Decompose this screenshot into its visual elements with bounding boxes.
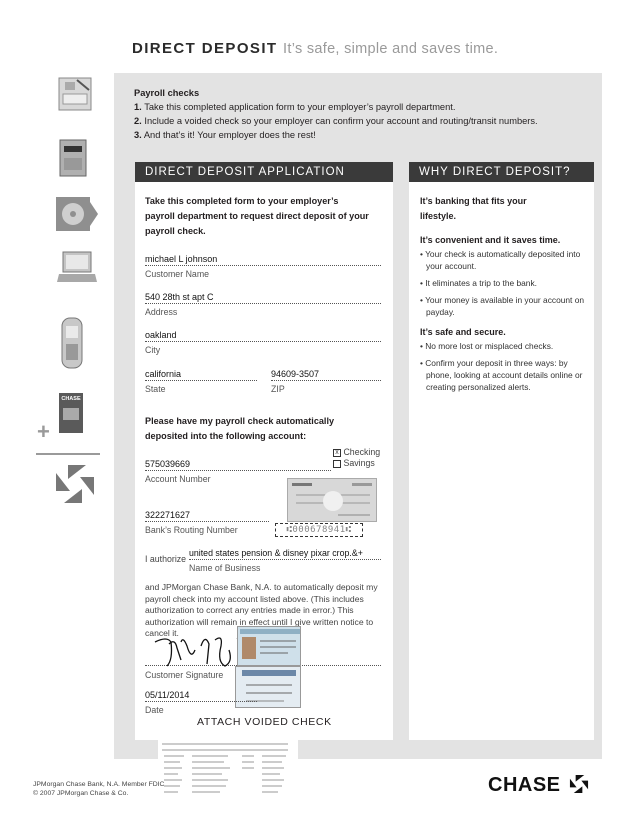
zip-field[interactable]: 94609-3507 [271,365,381,381]
intro-step: 1. Take this completed application form to your employer’s payroll department. [134,102,456,112]
why-title-bar: WHY DIRECT DEPOSIT? [409,162,594,182]
drivers-license-image [237,626,301,666]
debit-card-icon [58,138,88,178]
authorization-text: and JPMorgan Chase Bank, N.A. to automatically deposit my payroll check into my account listed above. (This includes authorization to correct any entries made in error.) This authorization will remain in effect until I give written notice to cancel it. [145,582,378,638]
address-field[interactable]: 540 28th st apt C [145,288,381,304]
plus-sign: + [37,419,50,444]
chase-octagon-icon [569,774,589,794]
header-title: DIRECT DEPOSIT [132,40,278,57]
why-section2-title: It’s safe and secure. [420,327,506,337]
date-field[interactable]: 05/11/2014 [145,686,257,702]
customer-name-label: Customer Name [145,269,210,279]
divider [36,453,100,455]
why-direct-deposit-box [409,162,594,740]
business-name-label: Name of Business [189,563,261,573]
city-field[interactable]: oakland [145,326,381,342]
application-form [135,162,393,740]
why-body [420,194,588,398]
atm-icon [58,392,84,434]
routing-number-label: Bank’s Routing Number [145,525,238,535]
deposit-lead: Please have my payroll check automatically deposited into the following account: [145,416,335,441]
intro-section [134,86,594,142]
form-title-bar: DIRECT DEPOSIT APPLICATION [135,162,393,182]
state-field[interactable]: california [145,365,257,381]
intro-title: Payroll checks [134,88,200,98]
savings-option[interactable] [333,458,380,469]
checking-label: Checking [343,447,381,457]
account-number-label: Account Number [145,474,211,484]
routing-number-field[interactable]: 322271627 [145,506,269,522]
customer-name-field[interactable]: michael L johnson [145,250,381,266]
intro-step: 3. And that’s it! Your employer does the rest! [134,130,316,140]
why-list-item: • Your check is automatically deposited into your account. [420,249,581,271]
why-list-item: • No more lost or misplaced checks. [420,341,554,351]
why-list-item: • It eliminates a trip to the bank. [420,278,537,288]
legal-line: JPMorgan Chase Bank, N.A. Member FDIC [33,781,165,788]
chase-wordmark: CHASE [488,774,561,796]
why-section1-title: It’s convenient and it saves time. [420,235,561,245]
signature-label: Customer Signature [145,670,224,680]
mobile-phone-icon [60,316,84,370]
address-label: Address [145,307,178,317]
savings-label: Savings [343,458,375,468]
date-label: Date [145,705,164,715]
check-image [287,478,377,522]
checking-option[interactable] [333,447,380,458]
authorize-prefix: I authorize [145,554,187,564]
disc-arrow-icon [55,196,99,232]
page-header [132,40,498,57]
business-name-field[interactable]: united states pension & disney pixar crop.&+ [189,544,381,560]
why-intro: It’s banking that fits your lifestyle. [420,196,527,221]
form-lead: Take this completed form to your employer’s payroll department to request direct deposit of your payroll check. [145,196,369,236]
payroll-check-icon [55,74,95,114]
chase-octagon-logo-icon [54,463,96,505]
pay-stub-image [158,740,298,802]
why-list-item: • Your money is available in your account on payday. [420,295,585,317]
attach-voided-check-label: ATTACH VOIDED CHECK [197,716,332,728]
account-number-field[interactable]: 575039669 [145,455,331,471]
city-label: City [145,345,161,355]
chase-logo [488,774,589,797]
state-label: State [145,384,166,394]
zip-label: ZIP [271,384,285,394]
atm-label: CHASE [61,396,81,402]
intro-step: 2. Include a voided check so your employer can confirm your account and routing/transit numbers. [134,116,538,126]
why-list-item: • Confirm your deposit in three ways: by phone, looking at account details online or creating personalized alerts. [420,358,583,392]
header-subtitle: It’s safe, simple and saves time. [283,41,499,57]
legal-footer [33,780,164,798]
laptop-icon [57,250,97,286]
micr-number: ⑆000678941⑆ [275,523,363,537]
legal-line: © 2007 JPMorgan Chase & Co. [33,790,129,797]
checking-checkbox[interactable]: x [333,449,341,457]
savings-checkbox[interactable] [333,460,341,468]
